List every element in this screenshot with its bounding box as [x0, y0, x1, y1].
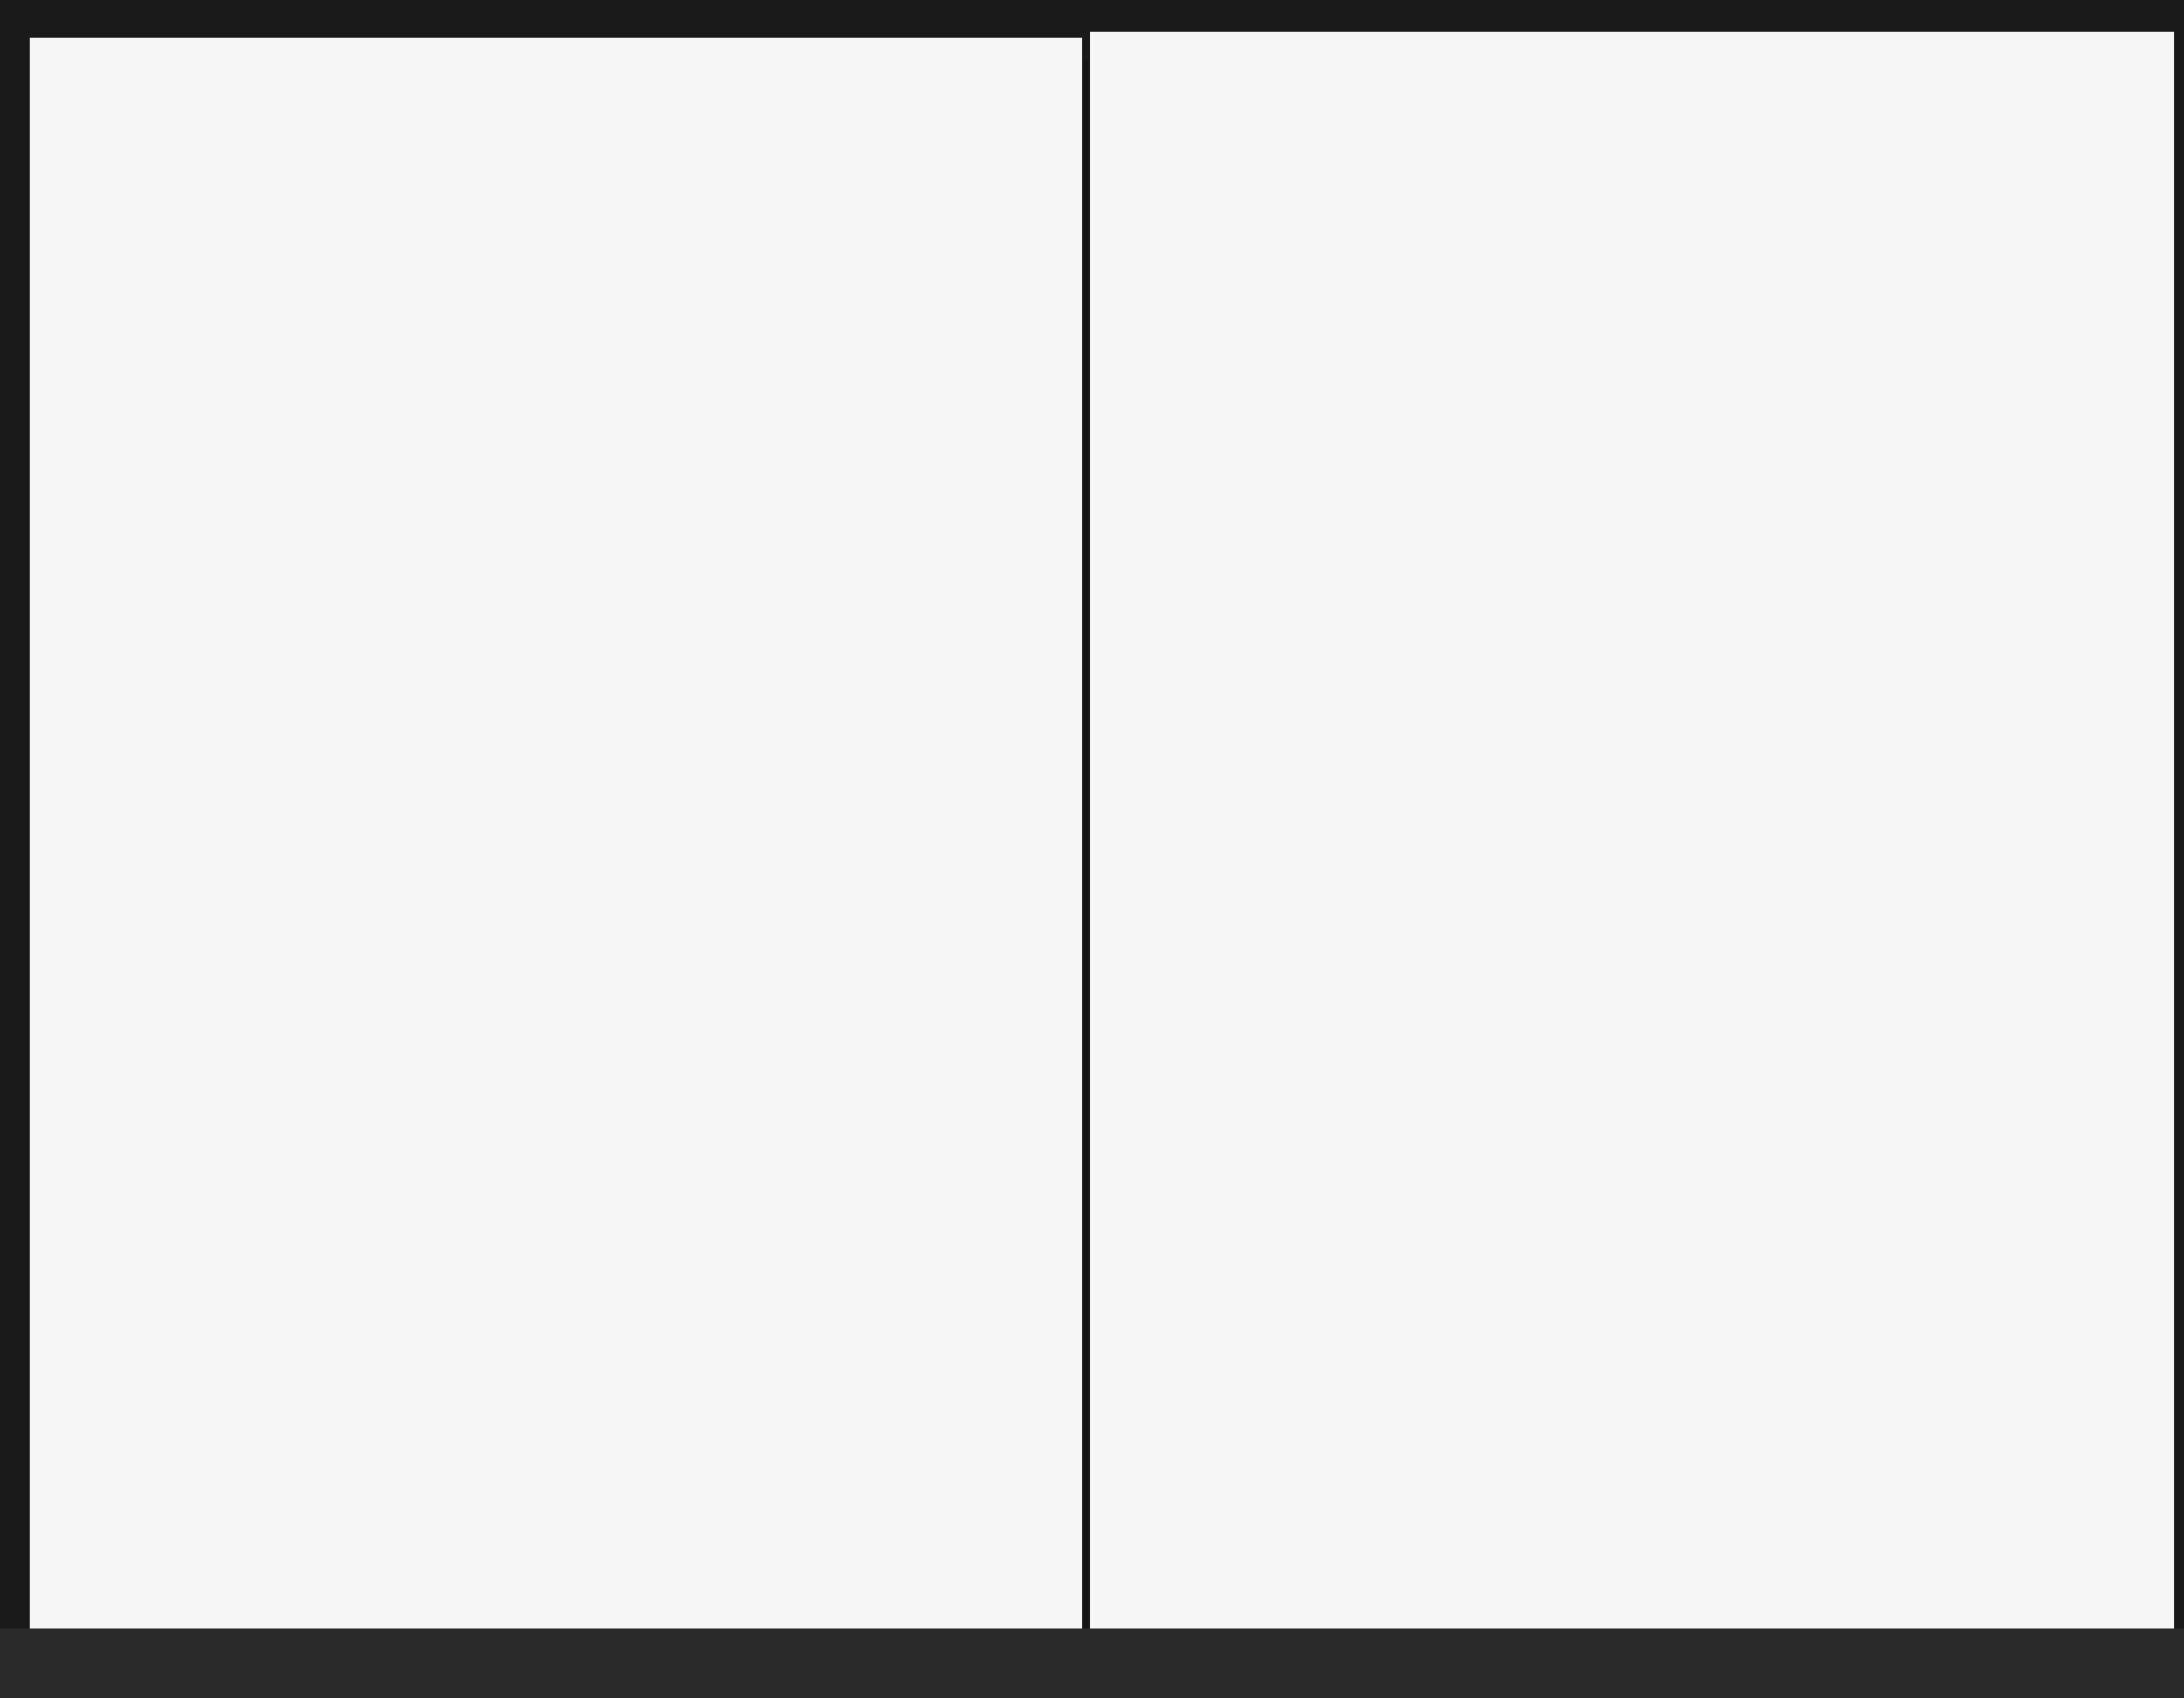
bottom-shadow [0, 1628, 2184, 1698]
right-page [1090, 32, 2174, 1640]
left-page [30, 38, 1082, 1636]
